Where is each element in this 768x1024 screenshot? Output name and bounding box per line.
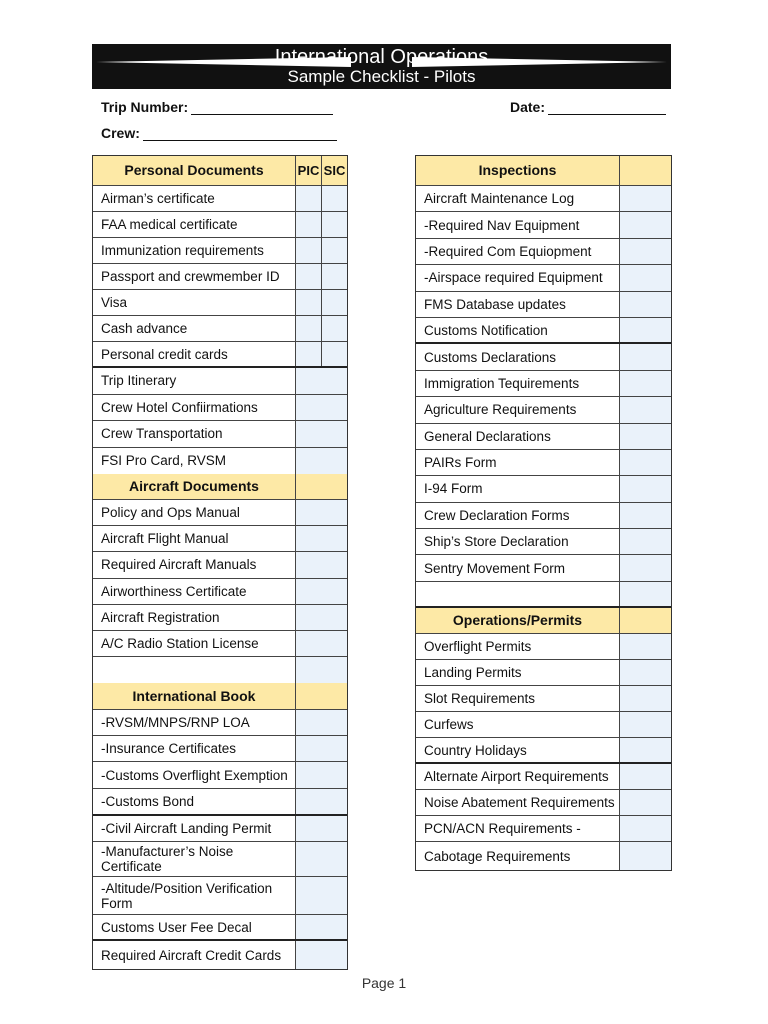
page-number: Page 1 bbox=[361, 975, 407, 991]
inspection-row bbox=[416, 186, 671, 212]
checklist-item-label: General Declarations bbox=[424, 428, 551, 444]
inspection-row bbox=[416, 424, 671, 450]
crew-field[interactable] bbox=[101, 125, 337, 141]
checklist-item-label: -Insurance Certificates bbox=[101, 741, 237, 757]
check-box[interactable] bbox=[295, 579, 347, 604]
aircraft-documents-title: Aircraft Documents bbox=[129, 478, 259, 494]
checklist-item-label: Aircraft Flight Manual bbox=[101, 531, 229, 547]
international-book-row bbox=[93, 842, 347, 877]
check-box[interactable] bbox=[295, 552, 347, 577]
inspection-row bbox=[416, 503, 671, 529]
pic-checkbox[interactable] bbox=[295, 238, 321, 263]
operations-permit-row bbox=[416, 764, 671, 790]
checklist-item-label: FMS Database updates bbox=[424, 296, 566, 312]
check-box[interactable] bbox=[619, 503, 671, 528]
inspection-row bbox=[416, 239, 671, 265]
right-checklist-table bbox=[415, 155, 672, 871]
aircraft-document-row bbox=[93, 605, 347, 631]
trip-number-label: Trip Number: bbox=[101, 99, 189, 115]
check-box[interactable] bbox=[619, 738, 671, 762]
checklist-item-label: Policy and Ops Manual bbox=[101, 505, 240, 521]
operations-permit-row bbox=[416, 712, 671, 738]
check-box[interactable] bbox=[295, 605, 347, 630]
check-box[interactable] bbox=[295, 736, 347, 761]
inspection-row bbox=[416, 582, 671, 608]
inspection-row bbox=[416, 371, 671, 397]
aircraft-document-row bbox=[93, 526, 347, 552]
check-box[interactable] bbox=[295, 368, 347, 394]
banner-title: International Operations bbox=[274, 46, 489, 68]
checklist-item-label: A/C Radio Station License bbox=[101, 636, 259, 652]
aircraft-document-row bbox=[93, 579, 347, 605]
check-box[interactable] bbox=[619, 344, 671, 369]
check-box[interactable] bbox=[619, 424, 671, 449]
operations-permits-header bbox=[416, 608, 671, 634]
inspection-row bbox=[416, 529, 671, 555]
checklist-item-label: Airman’s certificate bbox=[101, 191, 215, 206]
pic-checkbox[interactable] bbox=[295, 316, 321, 341]
operations-header-check bbox=[619, 608, 671, 633]
check-box[interactable] bbox=[295, 395, 347, 421]
personal-document-row bbox=[93, 368, 347, 395]
date-label: Date: bbox=[510, 99, 546, 115]
sic-checkbox[interactable] bbox=[321, 186, 347, 211]
sic-checkbox[interactable] bbox=[321, 342, 347, 366]
check-box[interactable] bbox=[295, 500, 347, 525]
check-box[interactable] bbox=[295, 915, 347, 939]
check-box[interactable] bbox=[295, 762, 347, 788]
date-field[interactable] bbox=[510, 99, 666, 115]
checklist-item-label: -Customs Overflight Exemption bbox=[101, 767, 288, 783]
operations-permit-row bbox=[416, 790, 671, 816]
check-box[interactable] bbox=[619, 476, 671, 501]
checklist-item-label: Immigration Tequirements bbox=[424, 375, 580, 391]
international-book-row bbox=[93, 762, 347, 789]
international-book-row bbox=[93, 736, 347, 762]
inspection-row bbox=[416, 397, 671, 423]
checklist-item-label: Slot Requirements bbox=[424, 691, 536, 707]
operations-permit-row bbox=[416, 738, 671, 764]
inspection-row bbox=[416, 476, 671, 502]
inspection-row bbox=[416, 318, 671, 344]
date-line[interactable] bbox=[548, 102, 666, 115]
checklist-item-label: Cabotage Requirements bbox=[424, 848, 571, 864]
checklist-item-label: Immunization requirements bbox=[101, 243, 264, 258]
trip-number-field[interactable] bbox=[101, 99, 333, 115]
inspection-row bbox=[416, 555, 671, 581]
crew-label: Crew: bbox=[101, 125, 140, 141]
sic-checkbox[interactable] bbox=[321, 290, 347, 315]
checklist-item-label: Crew Hotel Confiirmations bbox=[101, 399, 258, 415]
checklist-item-label: -Required Com Equiopment bbox=[424, 243, 592, 259]
sic-header: SIC bbox=[321, 156, 347, 185]
personal-document-row bbox=[93, 290, 347, 316]
operations-permit-row bbox=[416, 842, 671, 870]
aircraft-documents-header bbox=[93, 474, 347, 500]
check-box[interactable] bbox=[295, 877, 347, 914]
personal-document-row bbox=[93, 448, 347, 475]
check-box[interactable] bbox=[295, 448, 347, 475]
checklist-item-label: Required Aircraft Credit Cards bbox=[101, 947, 282, 963]
aircraft-header-check bbox=[295, 474, 347, 499]
personal-documents-header bbox=[93, 156, 347, 186]
sic-checkbox[interactable] bbox=[321, 316, 347, 341]
checklist-item-label: Ship’s Store Declaration bbox=[424, 534, 569, 550]
checklist-item-label: Sentry Movement Form bbox=[424, 560, 566, 576]
international-book-row bbox=[93, 915, 347, 941]
sic-checkbox[interactable] bbox=[321, 264, 347, 289]
banner-subtitle: Sample Checklist - Pilots bbox=[287, 67, 476, 86]
pic-checkbox[interactable] bbox=[295, 186, 321, 211]
operations-permits-title: Operations/Permits bbox=[452, 612, 583, 629]
check-box[interactable] bbox=[619, 712, 671, 737]
checklist-item-label: Required Aircraft Manuals bbox=[101, 557, 257, 573]
operations-permit-row bbox=[416, 816, 671, 842]
personal-document-row bbox=[93, 395, 347, 422]
checklist-item-label bbox=[93, 657, 295, 683]
checklist-item-label: Passport and crewmember ID bbox=[101, 269, 280, 284]
personal-documents-title: Personal Documents bbox=[124, 162, 264, 178]
personal-document-row bbox=[93, 316, 347, 342]
check-box[interactable] bbox=[619, 318, 671, 342]
international-book-header bbox=[93, 683, 347, 710]
operations-permit-row bbox=[416, 686, 671, 712]
inspection-row bbox=[416, 292, 671, 318]
check-box[interactable] bbox=[619, 265, 671, 290]
checklist-item-label: -Manufacturer’s Noise Certificate bbox=[101, 844, 234, 875]
checklist-item-label: -Customs Bond bbox=[101, 794, 195, 810]
checklist-item-label: -RVSM/MNPS/RNP LOA bbox=[101, 715, 250, 731]
inspection-row bbox=[416, 212, 671, 238]
checklist-item-label: FAA medical certificate bbox=[101, 217, 238, 232]
check-box[interactable] bbox=[619, 239, 671, 264]
sic-checkbox[interactable] bbox=[321, 212, 347, 237]
international-book-row bbox=[93, 877, 347, 915]
checklist-item-label: Alternate Airport Requirements bbox=[424, 769, 609, 785]
aircraft-document-row bbox=[93, 657, 347, 683]
pic-checkbox[interactable] bbox=[295, 290, 321, 315]
check-box[interactable] bbox=[619, 842, 671, 870]
pic-checkbox[interactable] bbox=[295, 342, 321, 366]
checklist-item-label: -Airspace required Equipment bbox=[424, 270, 603, 286]
intl-header-check bbox=[295, 683, 347, 709]
check-box[interactable] bbox=[619, 529, 671, 554]
check-box[interactable] bbox=[295, 941, 347, 969]
checklist-item-label: Aircraft Registration bbox=[101, 609, 220, 625]
check-box[interactable] bbox=[619, 212, 671, 237]
checklist-item-label: -Altitude/Position Verification Form bbox=[101, 880, 273, 911]
checklist-item-label: Landing Permits bbox=[424, 665, 522, 681]
pic-checkbox[interactable] bbox=[295, 264, 321, 289]
international-book-row bbox=[93, 789, 347, 816]
checklist-item-label: Curfews bbox=[424, 717, 474, 733]
sic-checkbox[interactable] bbox=[321, 238, 347, 263]
pic-header: PIC bbox=[295, 156, 321, 185]
checklist-item-label: PAIRs Form bbox=[424, 455, 497, 471]
check-box[interactable] bbox=[295, 816, 347, 841]
crew-line[interactable] bbox=[143, 128, 337, 141]
personal-document-row bbox=[93, 186, 347, 212]
international-book-row bbox=[93, 816, 347, 842]
operations-permit-row bbox=[416, 634, 671, 660]
check-box[interactable] bbox=[619, 186, 671, 211]
inspections-header bbox=[416, 156, 671, 186]
inspections-header-check bbox=[619, 156, 671, 185]
checklist-item-label: Airworthiness Certificate bbox=[101, 583, 247, 599]
checklist-item-label: Crew Transportation bbox=[101, 426, 223, 442]
inspection-row bbox=[416, 450, 671, 476]
check-box[interactable] bbox=[619, 790, 671, 815]
international-book-row bbox=[93, 710, 347, 736]
check-box[interactable] bbox=[295, 789, 347, 814]
check-box[interactable] bbox=[619, 764, 671, 789]
personal-document-row bbox=[93, 421, 347, 448]
checklist-item-label: Country Holidays bbox=[424, 742, 527, 758]
check-box[interactable] bbox=[295, 710, 347, 735]
checklist-item-label: Noise Abatement Requirements bbox=[424, 795, 615, 811]
checklist-item-label: PCN/ACN Requirements - bbox=[424, 821, 581, 837]
international-book-row bbox=[93, 941, 347, 969]
checklist-item-label: Agriculture Requirements bbox=[424, 402, 577, 418]
checklist-item-label: Aircraft Maintenance Log bbox=[424, 191, 575, 207]
international-book-title: International Book bbox=[132, 687, 256, 704]
trip-number-line[interactable] bbox=[191, 102, 333, 115]
checklist-item-label: Trip Itinerary bbox=[101, 373, 177, 389]
check-box[interactable] bbox=[619, 582, 671, 606]
check-box[interactable] bbox=[619, 686, 671, 711]
checklist-item-label: Customs Declarations bbox=[424, 349, 557, 365]
aircraft-document-row bbox=[93, 552, 347, 578]
personal-document-row bbox=[93, 264, 347, 290]
checklist-item-label: Overflight Permits bbox=[424, 639, 532, 655]
checklist-item-label bbox=[416, 582, 619, 606]
aircraft-document-row bbox=[93, 631, 347, 657]
check-box[interactable] bbox=[295, 421, 347, 447]
checklist-item-label: Customs User Fee Decal bbox=[101, 919, 252, 935]
check-box[interactable] bbox=[619, 450, 671, 475]
checklist-item-label: Crew Declaration Forms bbox=[424, 507, 570, 523]
operations-permit-row bbox=[416, 660, 671, 686]
check-box[interactable] bbox=[619, 634, 671, 659]
checklist-item-label: I-94 Form bbox=[424, 481, 483, 497]
personal-document-row bbox=[93, 212, 347, 238]
title-banner bbox=[92, 44, 671, 89]
checklist-item-label: Customs Notification bbox=[424, 322, 548, 338]
check-box[interactable] bbox=[295, 631, 347, 656]
aircraft-document-row bbox=[93, 500, 347, 526]
check-box[interactable] bbox=[295, 526, 347, 551]
checklist-item-label: Visa bbox=[101, 295, 128, 310]
check-box[interactable] bbox=[619, 292, 671, 317]
check-box[interactable] bbox=[619, 371, 671, 396]
checklist-item-label: FSI Pro Card, RVSM bbox=[101, 453, 227, 469]
inspections-title: Inspections bbox=[478, 162, 557, 178]
check-box[interactable] bbox=[619, 555, 671, 580]
check-box[interactable] bbox=[295, 842, 347, 876]
pic-checkbox[interactable] bbox=[295, 212, 321, 237]
check-box[interactable] bbox=[295, 657, 347, 683]
checklist-item-label: Personal credit cards bbox=[101, 346, 228, 362]
checklist-item-label: -Civil Aircraft Landing Permit bbox=[101, 821, 272, 837]
personal-document-row bbox=[93, 342, 347, 368]
checklist-item-label: -Required Nav Equipment bbox=[424, 217, 580, 233]
check-box[interactable] bbox=[619, 816, 671, 841]
left-checklist-table bbox=[92, 155, 348, 970]
check-box[interactable] bbox=[619, 397, 671, 422]
check-box[interactable] bbox=[619, 660, 671, 685]
inspection-row bbox=[416, 265, 671, 291]
personal-document-row bbox=[93, 238, 347, 264]
checklist-item-label: Cash advance bbox=[101, 321, 188, 336]
inspection-row bbox=[416, 344, 671, 370]
